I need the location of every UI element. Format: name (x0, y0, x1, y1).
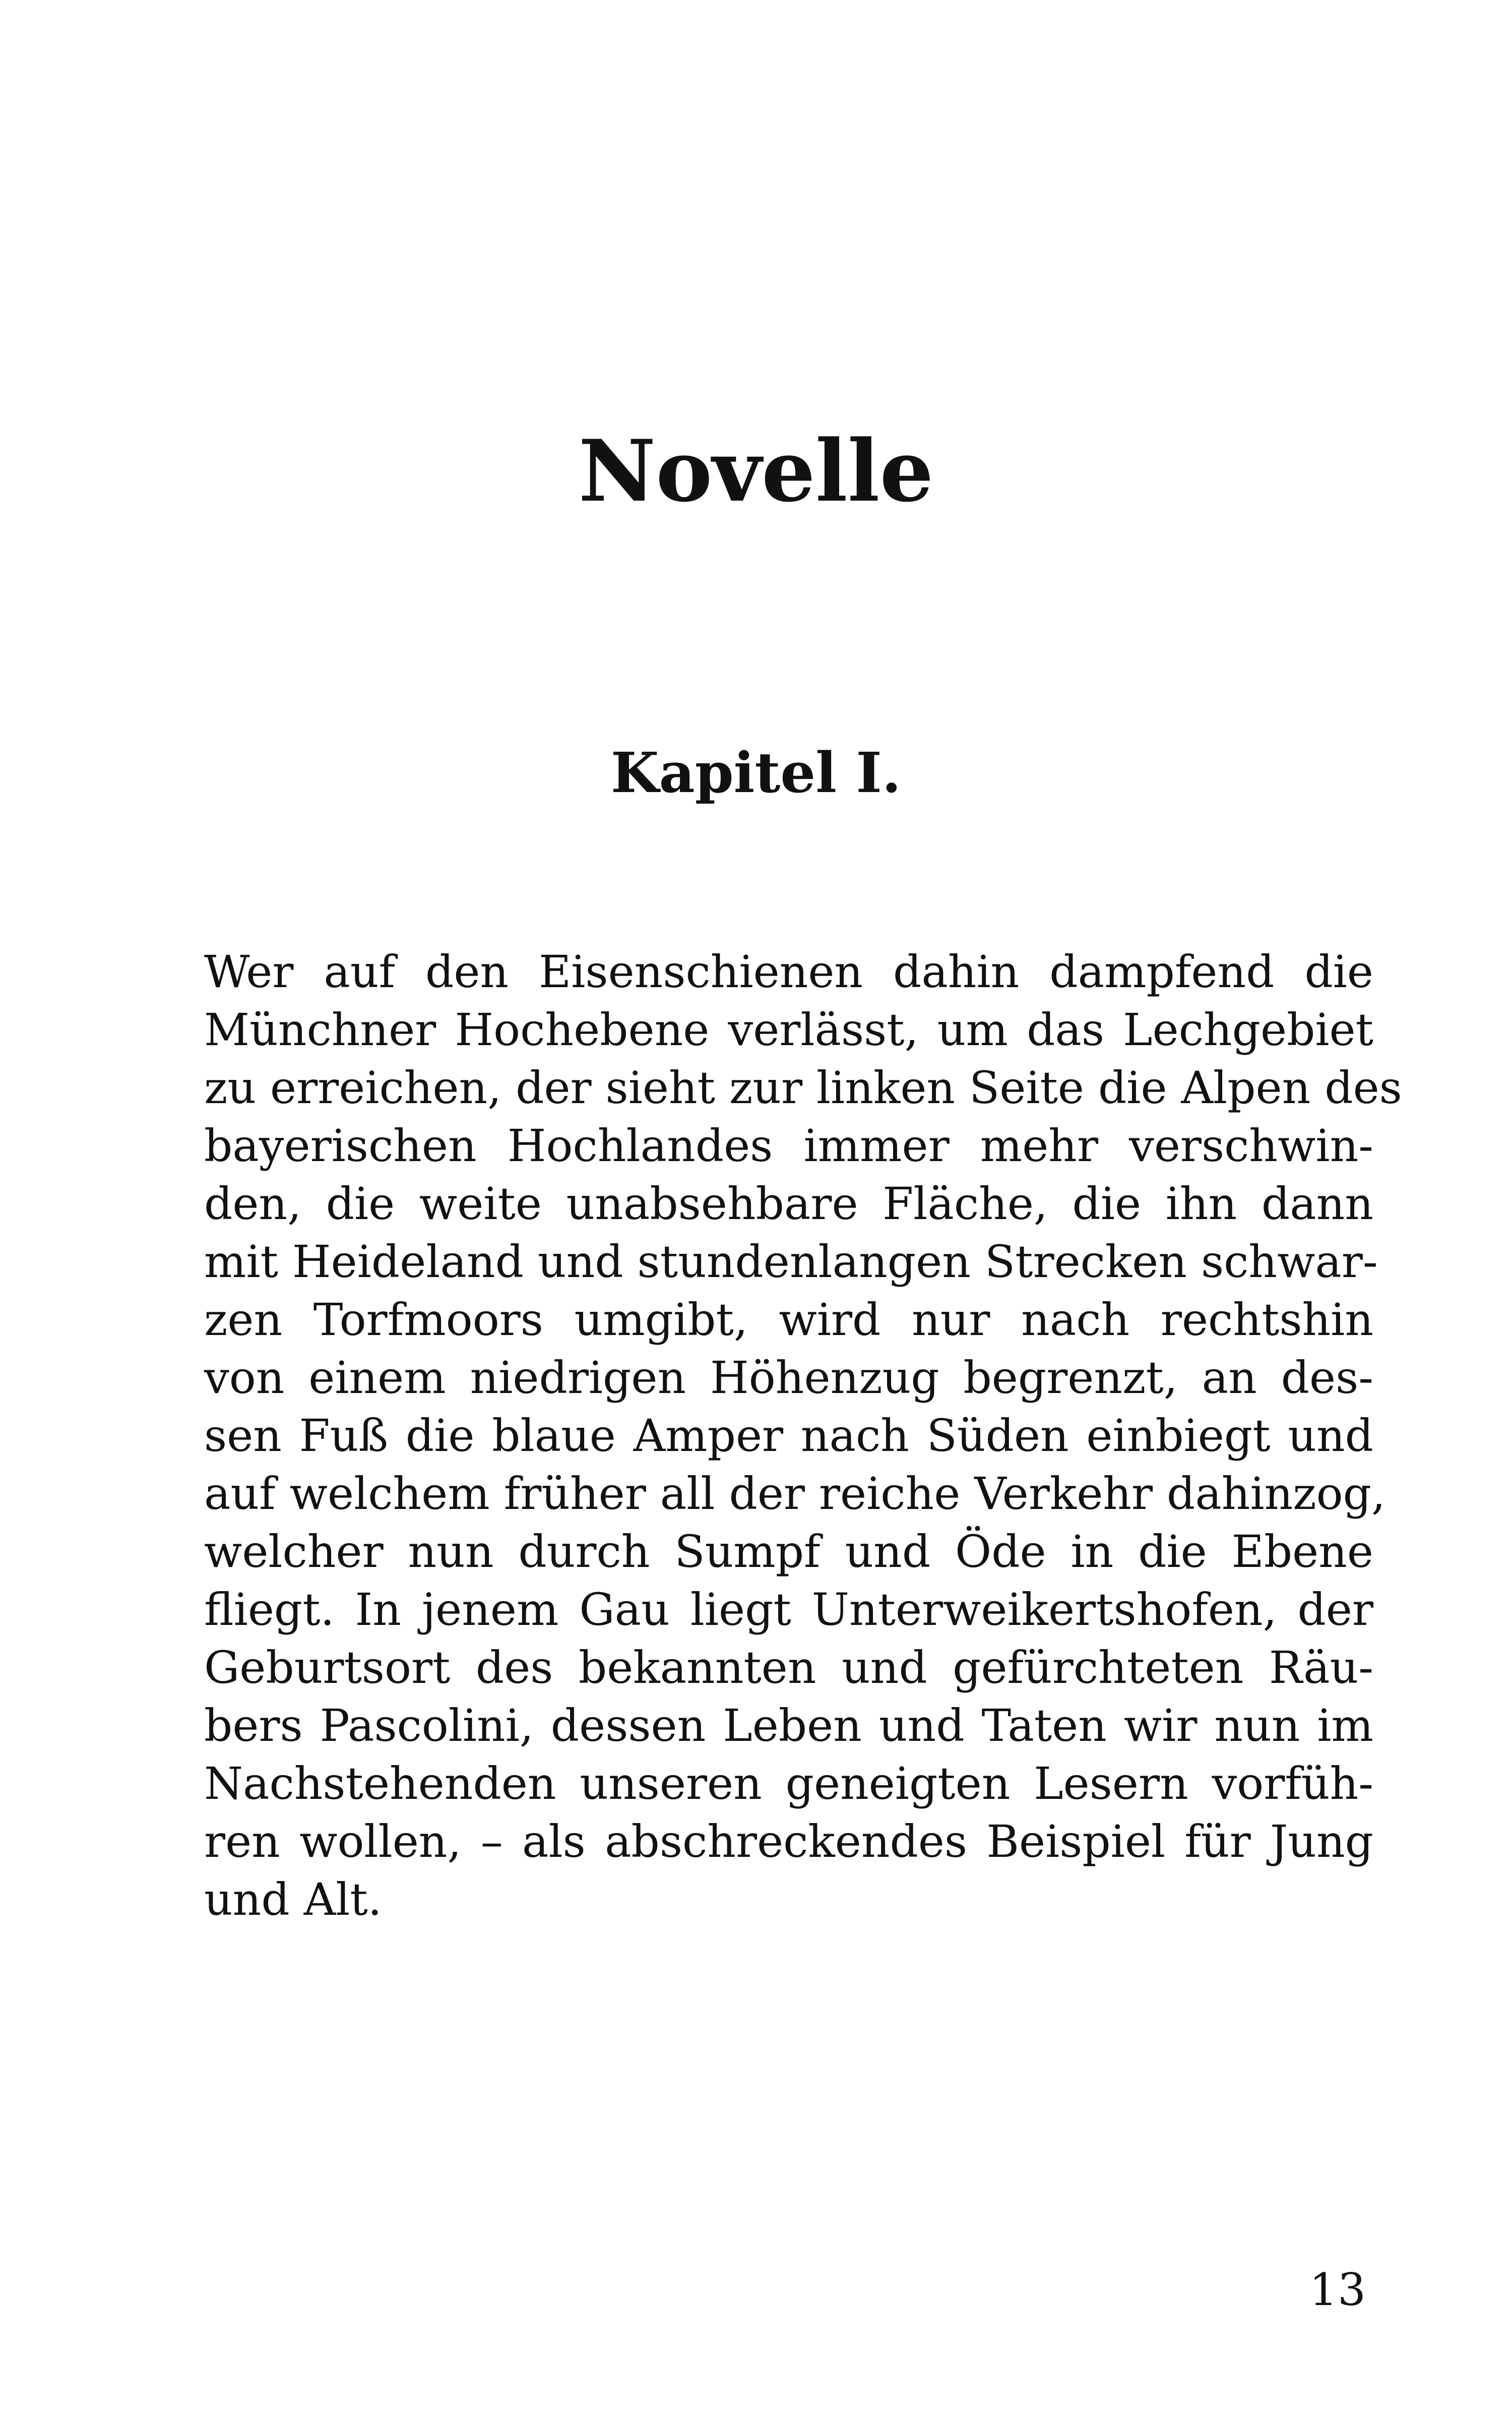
paragraph-line: sen Fuß die blaue Amper nach Süden einbiegt und (204, 1410, 1373, 1462)
paragraph-line: fliegt. In jenem Gau liegt Unterweikertshofen, der (204, 1584, 1373, 1636)
paragraph-line: und Alt. (204, 1873, 382, 1925)
paragraph-line: von einem niedrigen Höhenzug begrenzt, an des- (204, 1352, 1373, 1404)
paragraph-line: Nachstehenden unseren geneigten Lesern vorfüh- (204, 1758, 1373, 1809)
chapter-heading: Kapitel I. (610, 740, 902, 805)
paragraph-line: zen Torfmoors umgibt, wird nur nach rechtshin (204, 1294, 1373, 1346)
paragraph-line: den, die weite unabsehbare Fläche, die ihn dann (204, 1178, 1373, 1230)
paragraph-line: ren wollen, – als abschreckendes Beispiel für Jung (204, 1816, 1373, 1867)
paragraph-line: auf welchem früher all der reiche Verkehr dahinzog, (204, 1468, 1385, 1520)
book-title: Novelle (578, 421, 934, 521)
paragraph-line: Geburtsort des bekannten und gefürchteten Räu- (204, 1642, 1373, 1693)
paragraph-line: zu erreichen, der sieht zur linken Seite die Alpen des (204, 1062, 1402, 1114)
paragraph-line: Wer auf den Eisenschienen dahin dampfend die (204, 946, 1373, 998)
page-number: 13 (1309, 2264, 1366, 2316)
paragraph-line: bayerischen Hochlandes immer mehr verschwin- (204, 1120, 1373, 1172)
paragraph-line: welcher nun durch Sumpf und Öde in die Ebene (204, 1526, 1373, 1578)
paragraph-line: mit Heideland und stundenlangen Strecken schwar- (204, 1236, 1378, 1288)
body-paragraph (204, 943, 1402, 1928)
paragraph-line: Münchner Hochebene verlässt, um das Lechgebiet (204, 1004, 1373, 1056)
paragraph-line: bers Pascolini, dessen Leben und Taten wir nun im (204, 1700, 1373, 1751)
